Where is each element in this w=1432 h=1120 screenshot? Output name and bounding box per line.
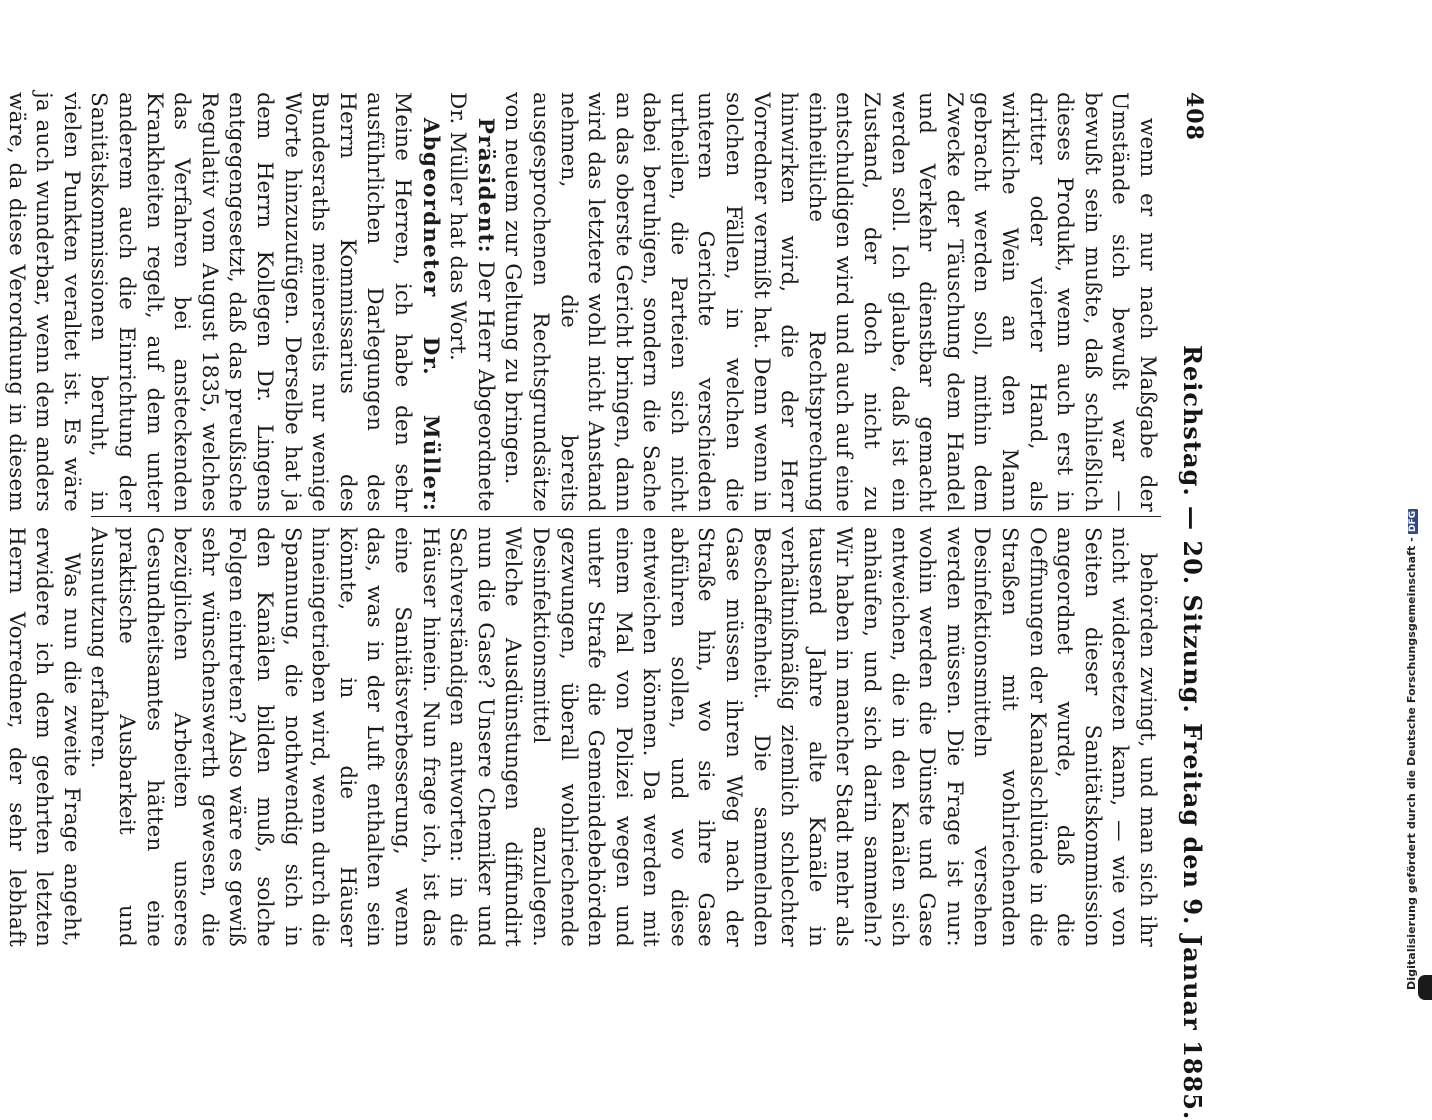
rotated-newspaper-page xyxy=(3,0,1215,1120)
speaker-name: Abgeordneter Dr. Müller: xyxy=(417,117,443,512)
speaker-paragraph xyxy=(444,92,499,512)
credit-text: Digitalisierung gefördert durch die Deutsche Forschungsgemeinschaft - xyxy=(1405,537,1418,990)
digitization-credit xyxy=(1405,510,1423,990)
body-paragraph: wenn er nur nach Maßgabe der Umstände sich bewußt war — bewußt sein mußte, daß schließlich dieses Produkt, wenn auch erst in dritter oder vierter Hand, als wirkliche Wein an den Mann gebracht werden soll, mithin dem Zwecke der Täuschung dem Handel und Verkehr dienstbar gemacht werden soll. Ich glaube, daß ist ein Zustand, der doch nicht zu entschuldigen wird und auch auf eine einheitliche Rechtsprechung hinwirken wird, die der Herr Vorredner vermißt hat. Denn wenn in solchen Fällen, in welchen die unteren Gerichte verschieden urtheilen, die Parteien sich nicht dabei beruhigen, sondern die Sache an das oberste Gericht bringen, dann wird das letztere wohl nicht Anstand nehmen, die bereits ausgesprochenen Rechtsgrundsätze von neuem zur Geltung zu bringen. xyxy=(500,92,1160,512)
page-number: 408 xyxy=(1181,92,1207,141)
speaker-paragraph xyxy=(0,92,444,512)
speaker-name: Präsident: xyxy=(472,117,498,254)
dfg-logo-icon: DFG xyxy=(1408,510,1418,533)
running-title: Reichstag. — 20. Sitzung. Freitag den 9. Januar 1885. xyxy=(1178,345,1207,1120)
speech-text: Meine Herren, ich habe den sehr ausführlichen Darlegungen des Herrn Kommissarius des Bundesraths meinerseits nur wenige Worte hinzuzufügen. Derselbe hat ja dem Herrn Kollegen Dr. Lingens entgegengesetzt, daß das preußische Regulativ vom August 1835, welches das Verfahren bei ansteckenden Krankheiten regelt, auf dem unter anderem auch die Einrichtung der Sanitätskommissionen beruht, in vielen Punkten veraltet ist. Es wäre ja auch wunderbar, wenn dem anders wäre, da diese Verordnung in diesem xyxy=(3,92,415,512)
right-text-column xyxy=(3,527,1161,948)
scan-corner-mark xyxy=(1418,975,1432,1000)
body-paragraph: behörden zwingt, und man sich ihr nicht widersetzen kann, — wie von Seiten dieser Sanitätskommission angeordnet wurde, daß die Oeffnungen der Kanalschlünde in die Straßen mit wohlriechenden Desinfektionsmitteln versehen werden müssen. Die Frage ist nur: wohin werden die Dünste und Gase entweichen, die in den Kanälen sich anhäufen, und sich darin sammeln? Wir haben in mancher Stadt mehr als tausend Jahre alte Kanäle in verhältnißmäßig ziemlich schlechter Beschaffenheit. Die sammelnden Gase müssen ihren Weg nach der Straße hin, wo sie ihre Gase abführen sollen, und wo diese entweichen können. Da werden mit einem Mal von Polizei wegen und unter Strafe die Gemeindebehörden gezwungen, überall wohlriechende Desinfektionsmittel anzulegen. Welche Ausdünstungen diffundirt nun die Gase? Unsere Chemiker und Sachverständigen antworten: in die Häuser hinein. Nun frage ich, ist das eine Sanitätsverbesserung, wenn das, was in der Luft enthalten sein könnte, in die Häuser hineingetrieben wird, wenn durch die Spannung, die nothwendig sich in den Kanälen bilden muß, solche Folgen eintreten? Also wäre es gewiß sehr wünschenswerth gewesen, die bezüglichen Arbeiten unseres Gesundheitsamtes hätten eine praktische Ausbarkeit und Ausnutzung erfahren. xyxy=(86,527,1160,948)
body-paragraph: Was nun die zweite Frage angeht, erwidere ich dem geehrten letzten Herrn Vorredner, der sehr lebhaft xyxy=(3,527,84,947)
speech-text: Der Herr Abgeordnete Dr. Müller hat das Wort. xyxy=(445,92,498,512)
column-divider xyxy=(91,516,1161,517)
left-text-column xyxy=(3,92,1161,512)
running-header xyxy=(1173,0,1209,1120)
